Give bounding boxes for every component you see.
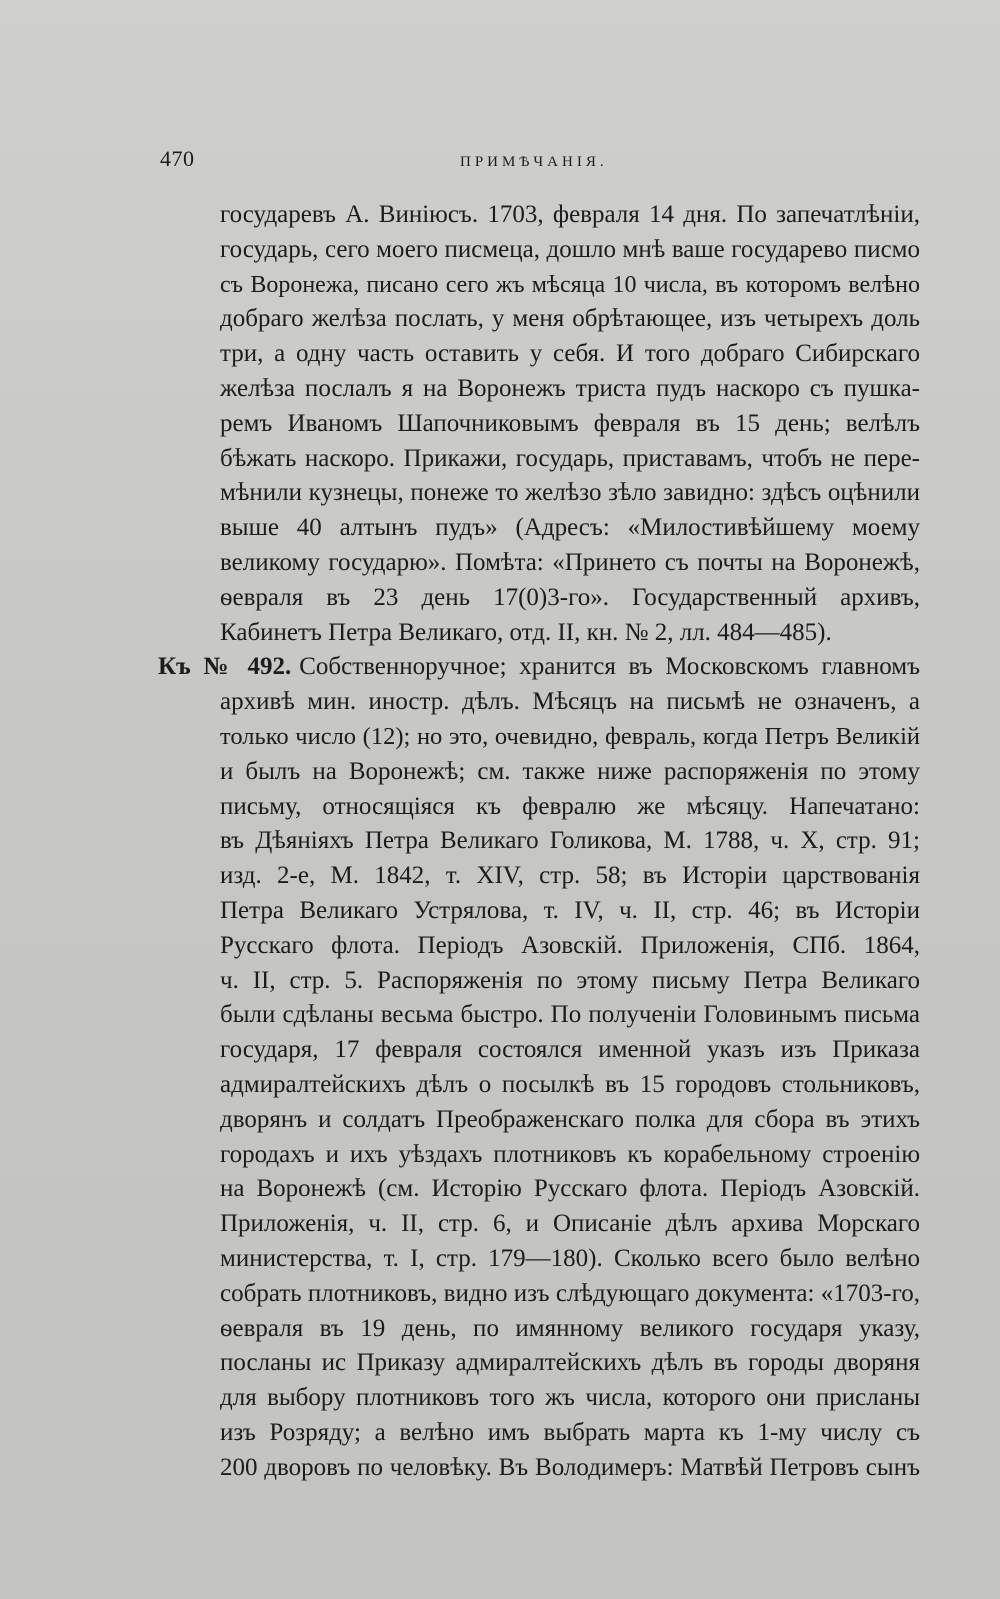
text-line: архивѣ мин. иностр. дѣлъ. Мѣсяцъ на письмѣ не означенъ, а [220,688,920,716]
text-body [158,198,920,1485]
text-line: ч. II, стр. 5. Распоряженія по этому письму Петра Великаго [220,966,920,994]
text-line: бѣжать наскоро. Прикажи, государь, приставамъ, чтобъ не пере- [220,444,920,472]
text-line: собрать плотниковъ, видно изъ слѣдующаго документа: «1703-го, [220,1279,920,1307]
text-line: государь, сего моего писмеца, дошло мнѣ ваше государево писмо [220,235,920,263]
text-line: ремъ Иваномъ Шапочниковымъ февраля въ 15 день; велѣлъ [220,409,920,437]
text-line: дворянъ и солдатъ Преображенскаго полка для сбора въ этихъ [220,1105,920,1133]
note-entry-492 [158,650,920,1485]
text-line: съ Воронежа, писано сего жъ мѣсяца 10 числа, въ которомъ велѣно [220,271,920,298]
text-line: ѳевраля въ 23 день 17(0)3-го». Государственный архивъ, [220,583,920,611]
entry-first-text: Собственноручное; хранится въ Московскомъ главномъ [299,653,920,681]
text-line: добраго желѣза послать, у меня обрѣтающее, изъ четырехъ доль [220,305,920,333]
text-line: 200 дворовъ по человѣку. Въ Володимеръ: Матвѣй Петровъ сынъ [220,1453,920,1481]
text-line: Русскаго флота. Періодъ Азовскій. Приложенія, СПб. 1864, [220,931,920,959]
text-line: желѣза послалъ я на Воронежъ триста пудъ наскоро съ пушка- [220,374,920,402]
text-line: въ Дѣяніяхъ Петра Великаго Голикова, М. 1788, ч. X, стр. 91; [220,827,920,855]
text-line: государевъ А. Виніюсъ. 1703, февраля 14 дня. По запечатлѣніи, [220,201,920,228]
text-line: адмиралтейскихъ дѣлъ о посылкѣ въ 15 городовъ стольниковъ, [220,1070,920,1098]
text-line: три, а одну часть оставить у себя. И того добраго Сибирскаго [220,340,920,368]
running-head: ПРИМѢЧАНІЯ. [460,154,608,170]
text-line: городахъ и ихъ уѣздахъ плотниковъ къ корабельному строенію [220,1140,920,1168]
text-line: для выбору плотниковъ того жъ числа, которого они присланы [220,1384,920,1412]
text-line: великому государю». Помѣта: «Принето съ почты на Воронежѣ, [220,548,920,576]
text-line: письму, относящіяся къ февралю же мѣсяцу. Напечатано: [220,792,920,820]
paragraph-letter-continuation [220,198,920,650]
text-line: были сдѣланы весьма быстро. По полученіи Головинымъ письма [220,1001,920,1029]
text-line: только число (12); но это, очевидно, февраль, когда Петръ Великій [220,722,920,750]
text-line: и былъ на Воронежѣ; см. также ниже распоряженія по этому [220,757,920,785]
text-line: посланы ис Приказу адмиралтейскихъ дѣлъ въ городы дворяня [220,1349,920,1377]
entry-label: Къ № 492. [158,653,292,681]
text-line: на Воронежѣ (см. Исторію Русскаго флота. Періодъ Азовскій. [220,1175,920,1203]
text-line: Кабинетъ Петра Великаго, отд. II, кн. № 2, лл. 484—485). [220,618,832,646]
text-line: изд. 2-е, М. 1842, т. XIV, стр. 58; въ Исторіи царствованія [220,862,920,890]
page-number: 470 [160,146,195,171]
text-line: министерства, т. I, стр. 179—180). Сколько всего было велѣно [220,1244,920,1272]
text-line: изъ Розряду; а велѣно имъ выбрать марта къ 1-му числу съ [220,1418,920,1446]
text-line: Петра Великаго Устрялова, т. IV, ч. II, стр. 46; въ Исторіи [220,896,920,924]
text-line: выше 40 алтынъ пудъ» (Адресъ: «Милостивѣйшему моему [220,514,920,542]
entry-heading-line [158,650,920,685]
text-line: Приложенія, ч. II, стр. 6, и Описаніе дѣлъ архива Морскаго [220,1210,920,1238]
text-line: мѣнили кузнецы, понеже то желѣзо зѣло завидно: здѣсъ оцѣнили [220,479,920,507]
text-line: ѳевраля въ 19 день, по имянному великого государя указу, [220,1314,920,1342]
text-line: государя, 17 февраля состоялся именной указъ изъ Приказа [220,1036,920,1064]
